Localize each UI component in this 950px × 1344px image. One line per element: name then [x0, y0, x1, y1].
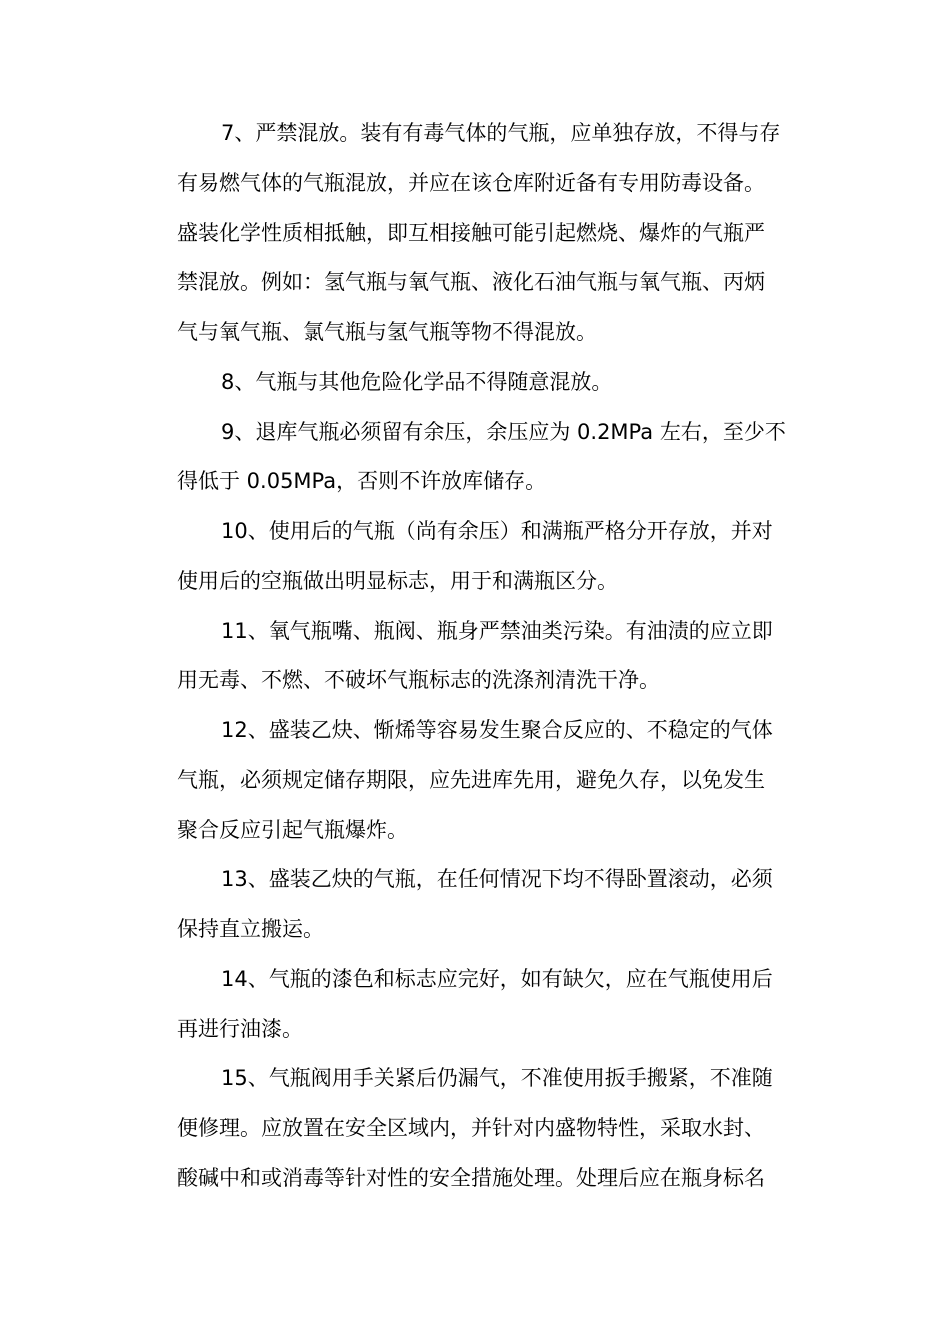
text-line: 8、气瓶与其他危险化学品不得随意混放。: [221, 370, 613, 394]
text-line: 酸碱中和或消毒等针对性的安全措施处理。处理后应在瓶身标名: [177, 1166, 765, 1190]
text-line: 有易燃气体的气瓶混放，并应在该仓库附近备有专用防毒设备。: [177, 171, 765, 195]
text-line: 得低于 0.05MPa，否则不许放库储存。: [177, 469, 547, 493]
text-line: 13、盛装乙炔的气瓶，在任何情况下均不得卧置滚动，必须: [221, 867, 773, 891]
text-line: 14、气瓶的漆色和标志应完好，如有缺欠，应在气瓶使用后: [221, 967, 773, 991]
text-line: 气瓶，必须规定储存期限，应先进库先用，避免久存，以免发生: [177, 768, 765, 792]
text-line: 盛装化学性质相抵触，即互相接触可能引起燃烧、爆炸的气瓶严: [177, 221, 765, 245]
text-line: 保持直立搬运。: [177, 917, 324, 941]
text-line: 使用后的空瓶做出明显标志，用于和满瓶区分。: [177, 569, 618, 593]
text-line: 再进行油漆。: [177, 1017, 303, 1041]
text-line: 气与氧气瓶、氯气瓶与氢气瓶等物不得混放。: [177, 320, 597, 344]
text-line: 7、严禁混放。装有有毒气体的气瓶，应单独存放，不得与存: [221, 121, 781, 145]
text-line: 9、退库气瓶必须留有余压，余压应为 0.2MPa 左右，至少不: [221, 420, 786, 444]
text-line: 11、氧气瓶嘴、瓶阀、瓶身严禁油类污染。有油渍的应立即: [221, 619, 773, 643]
text-line: 15、气瓶阀用手关紧后仍漏气，不准使用扳手搬紧，不准随: [221, 1066, 773, 1090]
text-line: 12、盛装乙炔、惭烯等容易发生聚合反应的、不稳定的气体: [221, 718, 773, 742]
text-line: 禁混放。例如：氢气瓶与氧气瓶、液化石油气瓶与氧气瓶、丙炳: [177, 270, 765, 294]
text-line: 用无毒、不燃、不破坏气瓶标志的洗涤剂清洗干净。: [177, 668, 660, 692]
text-line: 10、使用后的气瓶（尚有余压）和满瓶严格分开存放，并对: [221, 519, 773, 543]
text-line: 聚合反应引起气瓶爆炸。: [177, 818, 408, 842]
text-line: 便修理。应放置在安全区域内，并针对内盛物特性，采取水封、: [177, 1116, 765, 1140]
